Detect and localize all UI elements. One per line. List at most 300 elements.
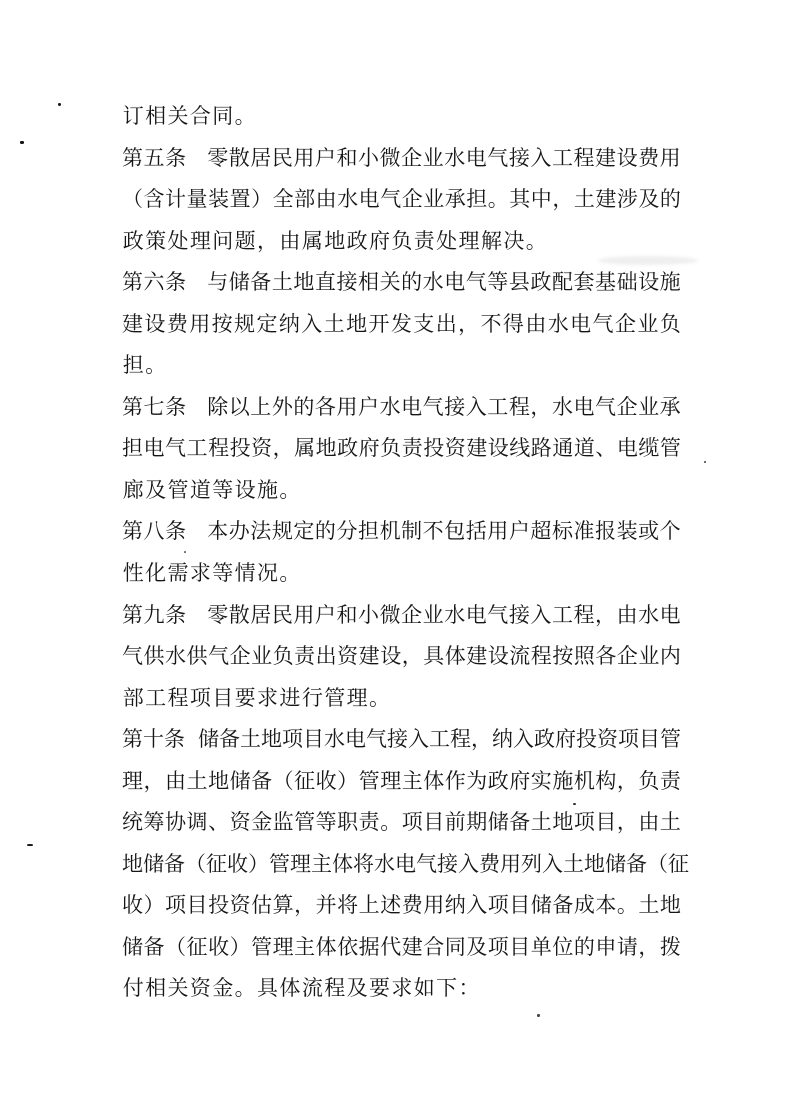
glyph: 企	[401, 145, 423, 170]
glyph: 项	[165, 893, 187, 918]
glyph: 府	[555, 727, 576, 752]
glyph: 。	[525, 228, 547, 253]
glyph: 支	[413, 311, 435, 336]
glyph: 由	[638, 810, 660, 835]
glyph: 收	[315, 768, 337, 793]
glyph: （	[647, 851, 668, 876]
glyph: 水	[379, 394, 401, 419]
glyph: 接	[444, 394, 466, 419]
ideographic-space	[187, 394, 207, 395]
glyph: ：	[458, 976, 480, 1001]
text-line	[122, 477, 681, 519]
glyph: 担	[358, 519, 380, 544]
glyph: 等	[212, 477, 234, 502]
glyph: 单	[530, 934, 552, 959]
glyph: 。	[279, 561, 301, 586]
glyph: 土	[271, 270, 293, 295]
glyph: 套	[573, 270, 595, 295]
glyph: 费	[638, 145, 660, 170]
glyph: 理	[380, 768, 402, 793]
glyph: 监	[272, 810, 294, 835]
glyph: 目	[212, 685, 234, 710]
glyph: ，	[257, 228, 279, 253]
scan-speck	[537, 1014, 540, 1017]
glyph: 气	[487, 145, 509, 170]
glyph: ，	[638, 934, 660, 959]
glyph: 项	[618, 727, 639, 752]
glyph: 户	[358, 394, 380, 419]
glyph: 地	[293, 270, 315, 295]
glyph: 电	[573, 394, 595, 419]
glyph: 政	[346, 228, 368, 253]
glyph: 程	[324, 976, 346, 1001]
glyph: ）	[337, 768, 359, 793]
glyph: 储	[198, 727, 219, 752]
glyph: 项	[487, 893, 509, 918]
glyph: 电	[395, 851, 416, 876]
glyph: 储	[122, 934, 143, 959]
glyph: 气	[380, 187, 402, 212]
scan-speck	[20, 141, 24, 144]
glyph: 条	[165, 270, 187, 295]
glyph: 代	[380, 934, 402, 959]
glyph: 道	[573, 436, 595, 461]
glyph: 、	[208, 810, 230, 835]
glyph: 的	[573, 934, 595, 959]
glyph: 开	[368, 311, 390, 336]
ideographic-space	[185, 726, 198, 727]
glyph: 资	[597, 727, 618, 752]
glyph: 照	[573, 644, 595, 669]
text-line	[122, 809, 681, 851]
glyph: 责	[358, 810, 380, 835]
ideographic-space	[187, 518, 207, 519]
glyph: 主	[311, 851, 332, 876]
glyph: 为	[466, 768, 488, 793]
glyph: 中	[530, 187, 552, 212]
glyph: 第	[122, 519, 143, 544]
text-line	[122, 726, 681, 768]
glyph: 本	[595, 893, 617, 918]
glyph: ）	[229, 934, 251, 959]
glyph: 合	[423, 934, 445, 959]
glyph: 地	[315, 436, 337, 461]
glyph: 用	[500, 851, 521, 876]
glyph: 规	[271, 519, 293, 544]
glyph: 包	[444, 519, 466, 544]
glyph: 府	[358, 436, 380, 461]
glyph: 金	[251, 810, 273, 835]
glyph: 备	[164, 851, 185, 876]
glyph: 用	[293, 602, 315, 627]
glyph: 。	[487, 187, 509, 212]
glyph: 廊	[122, 477, 144, 502]
glyph: 。	[616, 893, 638, 918]
glyph: 程	[508, 394, 530, 419]
glyph: 资	[337, 644, 359, 669]
glyph: 建	[595, 187, 617, 212]
glyph: 外	[271, 394, 293, 419]
glyph: 业	[423, 187, 445, 212]
glyph: 承	[444, 187, 466, 212]
glyph: 七	[143, 394, 165, 419]
glyph: 或	[638, 519, 660, 544]
glyph: 设	[638, 270, 660, 295]
ideographic-space	[187, 602, 207, 603]
glyph: 入	[542, 851, 563, 876]
glyph: 备	[626, 851, 647, 876]
glyph: 备	[509, 810, 531, 835]
scan-speck	[58, 103, 61, 106]
glyph: 各	[595, 644, 617, 669]
glyph: 部	[122, 685, 144, 710]
glyph: ，	[595, 602, 617, 627]
glyph: 标	[551, 519, 573, 544]
glyph: 的	[659, 187, 681, 212]
glyph: 同	[444, 934, 466, 959]
glyph: 民	[271, 602, 293, 627]
glyph: 气	[422, 394, 444, 419]
glyph: 相	[145, 104, 167, 128]
glyph: 流	[301, 976, 323, 1001]
glyph: 负	[380, 436, 402, 461]
glyph: 全	[272, 187, 294, 212]
glyph: 程	[450, 727, 471, 752]
glyph: 政	[122, 228, 144, 253]
text-line	[122, 228, 681, 270]
glyph: 按	[211, 311, 233, 336]
glyph: 关	[379, 270, 401, 295]
glyph: 地	[659, 893, 681, 918]
glyph: 定	[293, 519, 315, 544]
glyph: 项	[487, 934, 509, 959]
glyph: ，	[294, 893, 316, 918]
glyph: 机	[379, 519, 401, 544]
glyph: 接	[336, 270, 358, 295]
glyph: 程	[573, 145, 595, 170]
glyph: ，	[458, 311, 480, 336]
glyph: 接	[387, 727, 408, 752]
glyph: 决	[503, 228, 525, 253]
glyph: ，	[401, 644, 423, 669]
glyph: 八	[143, 519, 165, 544]
glyph: 的	[293, 394, 315, 419]
glyph: 水	[444, 602, 466, 627]
glyph: 建	[595, 145, 617, 170]
glyph: 的	[401, 270, 423, 295]
glyph: 用	[336, 394, 358, 419]
glyph: 成	[573, 893, 595, 918]
glyph: 、	[595, 436, 617, 461]
glyph: 水	[324, 727, 345, 752]
glyph: 责	[413, 228, 435, 253]
glyph: （	[272, 768, 294, 793]
text-line	[122, 768, 681, 810]
glyph: 用	[487, 519, 509, 544]
glyph: 备	[552, 893, 574, 918]
glyph: 地	[324, 228, 346, 253]
glyph: 征	[668, 851, 689, 876]
glyph: 电	[401, 394, 423, 419]
glyph: 担	[122, 353, 144, 378]
glyph: 企	[616, 644, 638, 669]
glyph: 企	[401, 187, 423, 212]
glyph: 政	[530, 270, 552, 295]
glyph: 用	[659, 145, 681, 170]
glyph: 依	[337, 934, 359, 959]
glyph: 求	[257, 685, 279, 710]
glyph: 资	[229, 893, 251, 918]
glyph: 政	[337, 436, 359, 461]
glyph: 地	[261, 727, 282, 752]
glyph: 供	[186, 644, 208, 669]
glyph: 不	[422, 519, 444, 544]
glyph: 业	[638, 394, 660, 419]
glyph: 气	[592, 311, 614, 336]
glyph: 项	[189, 685, 211, 710]
glyph: 纳	[492, 727, 513, 752]
glyph: 设	[487, 436, 509, 461]
glyph: 装	[616, 519, 638, 544]
glyph: 责	[294, 644, 316, 669]
glyph: 微	[379, 145, 401, 170]
glyph: 气	[165, 436, 187, 461]
glyph: 主	[294, 934, 316, 959]
glyph: 施	[552, 768, 574, 793]
glyph: 第	[122, 727, 143, 752]
glyph: 发	[390, 311, 412, 336]
glyph: 储	[229, 768, 251, 793]
glyph: 付	[122, 976, 144, 1001]
glyph: 作	[444, 768, 466, 793]
glyph: 由	[315, 187, 337, 212]
text-line	[122, 851, 689, 893]
glyph: 承	[659, 394, 681, 419]
glyph: 况	[257, 561, 279, 586]
glyph: 征	[186, 934, 208, 959]
glyph: 及	[145, 477, 167, 502]
glyph: 水	[551, 394, 573, 419]
glyph: 出	[435, 311, 457, 336]
glyph: 建	[401, 934, 423, 959]
glyph: 个	[659, 519, 681, 544]
glyph: 资	[189, 976, 211, 1001]
ideographic-space	[187, 269, 207, 270]
glyph: 流	[509, 644, 531, 669]
glyph: 供	[143, 644, 165, 669]
glyph: 条	[165, 602, 187, 627]
glyph: 体	[444, 644, 466, 669]
glyph: 不	[480, 311, 502, 336]
glyph: 规	[234, 311, 256, 336]
glyph: 负	[659, 311, 681, 336]
glyph: 要	[368, 976, 390, 1001]
glyph: 和	[336, 145, 358, 170]
glyph: 负	[638, 768, 660, 793]
glyph: 据	[358, 934, 380, 959]
glyph: 订	[122, 104, 144, 128]
glyph: 上	[250, 394, 272, 419]
glyph: 性	[122, 561, 144, 586]
glyph: 属	[294, 436, 316, 461]
text-line	[122, 934, 681, 976]
glyph: 企	[614, 311, 636, 336]
glyph: 管	[358, 768, 380, 793]
glyph: 出	[315, 644, 337, 669]
glyph: 小	[358, 145, 380, 170]
glyph: 水	[444, 145, 466, 170]
glyph: 收	[122, 893, 143, 918]
glyph: 小	[358, 602, 380, 627]
glyph: 准	[573, 519, 595, 544]
glyph: 施	[659, 270, 681, 295]
glyph: 第	[122, 145, 143, 170]
glyph: 管	[659, 436, 681, 461]
glyph: 工	[551, 145, 573, 170]
ideographic-space	[187, 145, 207, 146]
glyph: 。	[234, 104, 256, 128]
glyph: 超	[530, 519, 552, 544]
glyph: 属	[301, 228, 323, 253]
text-line	[122, 892, 681, 934]
glyph: 负	[272, 644, 294, 669]
glyph: 管	[269, 851, 290, 876]
glyph: 民	[271, 145, 293, 170]
glyph: 体	[279, 976, 301, 1001]
glyph: 土	[323, 311, 345, 336]
glyph: 工	[551, 602, 573, 627]
glyph: 机	[573, 768, 595, 793]
text-line	[122, 352, 681, 394]
glyph: 接	[437, 851, 458, 876]
glyph: 纳	[444, 893, 466, 918]
glyph: 理	[122, 768, 143, 793]
glyph: 入	[301, 311, 323, 336]
glyph: 。	[368, 685, 390, 710]
glyph: （	[122, 187, 143, 212]
glyph: 算	[272, 893, 294, 918]
glyph: ）	[143, 893, 165, 918]
glyph: 征	[294, 768, 316, 793]
glyph: 设	[616, 145, 638, 170]
glyph: 程	[530, 644, 552, 669]
glyph: 费	[401, 893, 423, 918]
glyph: 征	[206, 851, 227, 876]
glyph: 部	[294, 187, 316, 212]
glyph: 述	[380, 893, 402, 918]
glyph: 目	[639, 727, 660, 752]
glyph: 申	[595, 934, 617, 959]
glyph: 土	[563, 851, 584, 876]
glyph: 建	[122, 311, 143, 336]
glyph: 目	[509, 934, 531, 959]
glyph: 程	[208, 436, 230, 461]
glyph: 府	[368, 228, 390, 253]
glyph: 第	[122, 394, 143, 419]
glyph: 项	[573, 810, 595, 835]
glyph: 电	[345, 727, 366, 752]
text-line	[122, 103, 681, 145]
glyph: 储	[143, 851, 164, 876]
glyph: 内	[659, 644, 681, 669]
glyph: 入	[458, 851, 479, 876]
glyph: 目	[423, 810, 445, 835]
glyph: 电	[616, 436, 638, 461]
glyph: 电	[143, 436, 165, 461]
glyph: 第	[122, 270, 143, 295]
glyph: 水	[165, 644, 187, 669]
glyph: 按	[552, 644, 574, 669]
glyph: 合	[189, 104, 211, 128]
scan-smudge	[598, 256, 698, 265]
glyph: 电	[570, 311, 592, 336]
glyph: 气	[487, 602, 509, 627]
glyph: 理	[189, 228, 211, 253]
glyph: ，	[616, 768, 638, 793]
glyph: 电	[358, 187, 380, 212]
glyph: 理	[346, 685, 368, 710]
glyph: （	[165, 934, 187, 959]
glyph: 制	[401, 519, 423, 544]
glyph: ，	[471, 727, 492, 752]
glyph: 散	[228, 145, 250, 170]
glyph: 请	[616, 934, 638, 959]
glyph: 业	[637, 311, 659, 336]
glyph: 政	[487, 768, 509, 793]
glyph: 主	[401, 768, 423, 793]
glyph: 通	[552, 436, 574, 461]
glyph: 涉	[616, 187, 638, 212]
glyph: 六	[143, 270, 165, 295]
glyph: 五	[143, 145, 165, 170]
glyph: 。	[234, 976, 256, 1001]
glyph: 零	[207, 602, 229, 627]
glyph: 微	[379, 602, 401, 627]
glyph: 法	[250, 519, 272, 544]
glyph: 费	[479, 851, 500, 876]
glyph: 费	[166, 311, 188, 336]
glyph: 地	[346, 311, 368, 336]
glyph: 业	[422, 145, 444, 170]
text-line	[122, 311, 681, 353]
glyph: 基	[595, 270, 617, 295]
glyph: 同	[212, 104, 234, 128]
glyph: 问	[212, 228, 234, 253]
glyph: 拨	[659, 934, 681, 959]
text-line	[122, 269, 681, 311]
glyph: 设	[380, 644, 402, 669]
glyph: 居	[250, 602, 272, 627]
glyph: 建	[466, 436, 488, 461]
glyph: 具	[257, 976, 279, 1001]
glyph: 估	[251, 893, 273, 918]
glyph: 工	[186, 436, 208, 461]
glyph: 和	[336, 602, 358, 627]
glyph: 除	[207, 394, 229, 419]
glyph: 求	[391, 976, 413, 1001]
glyph: 办	[228, 519, 250, 544]
glyph: 由	[165, 768, 187, 793]
glyph: 程	[573, 602, 595, 627]
glyph: 设	[144, 311, 166, 336]
glyph: 纳	[278, 311, 300, 336]
glyph: 线	[509, 436, 531, 461]
glyph: 等	[212, 561, 234, 586]
glyph: 电	[465, 145, 487, 170]
glyph: 计	[165, 187, 187, 212]
glyph: 责	[401, 436, 423, 461]
glyph: 处	[167, 228, 189, 253]
